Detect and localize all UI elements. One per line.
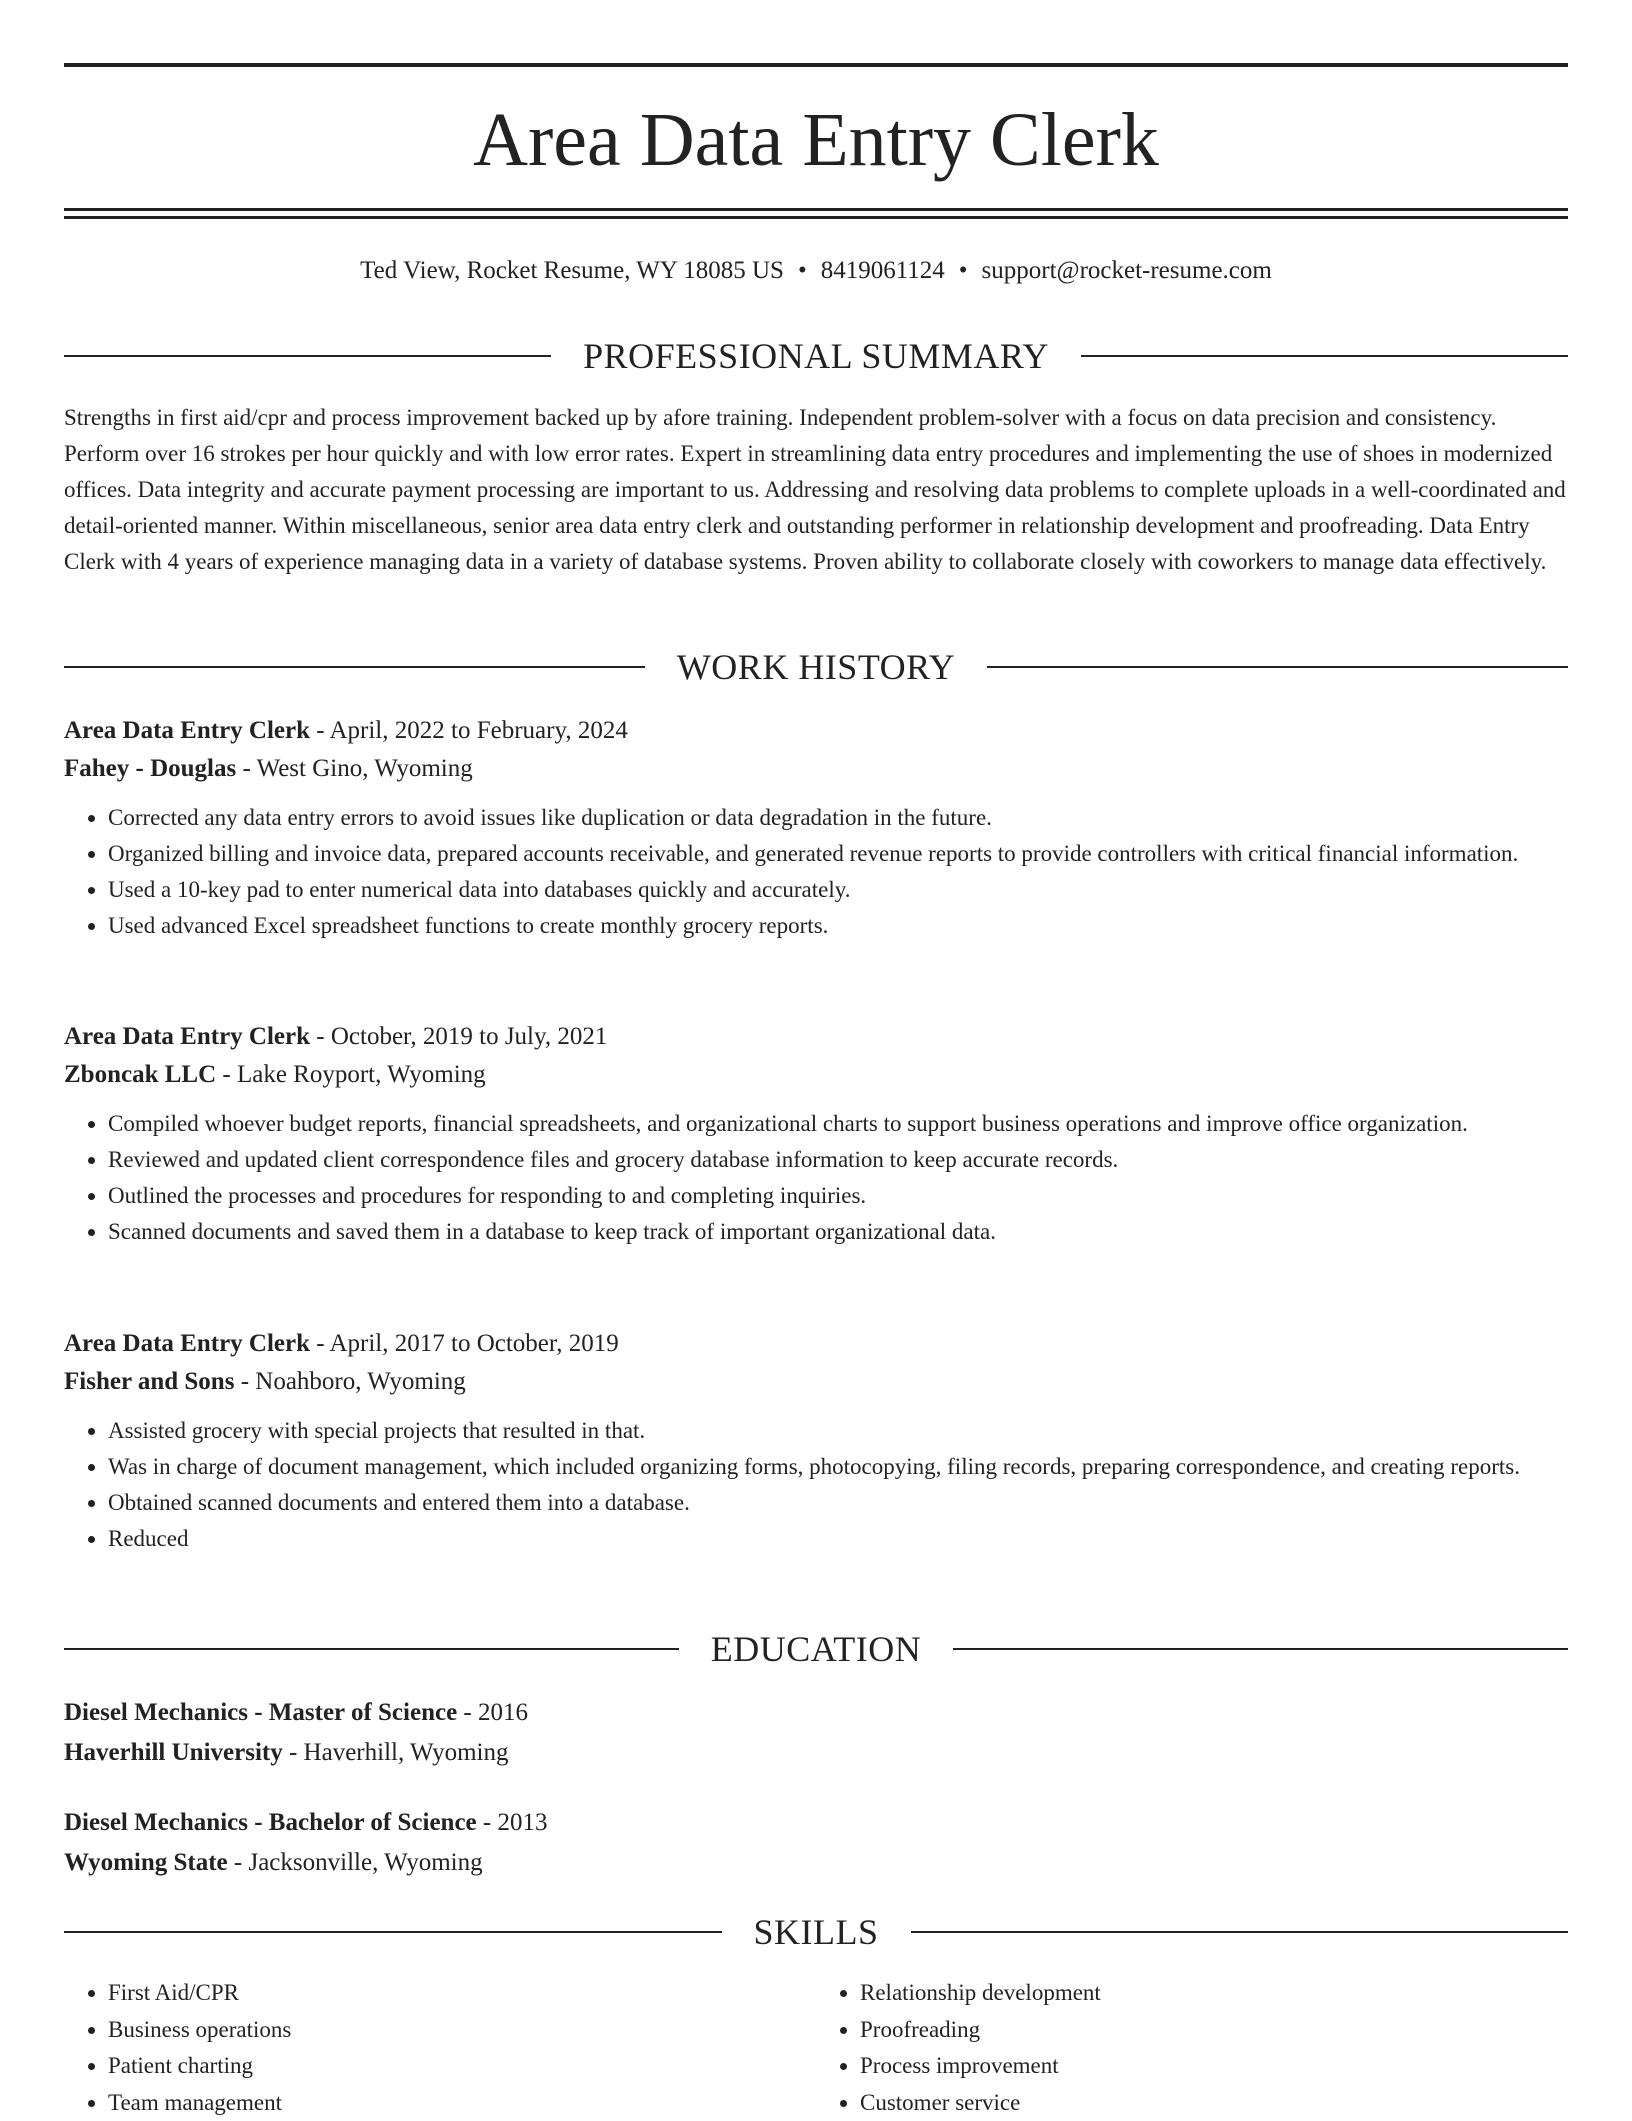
list-item: • Used a 10-key pad to enter numerical data into databases quickly and accurately. [108,872,1568,908]
job-title-line [64,1325,1568,1363]
education-degree-line [64,1694,1568,1732]
list-item: • Outlined the processes and procedures for responding to and completing inquiries. [108,1178,1568,1214]
education-year: - 2016 [457,1699,528,1726]
section-header-work [64,647,1568,687]
job-location: - Noahboro, Wyoming [234,1368,465,1395]
education-school: Wyoming State [64,1849,228,1876]
section-rule-right [953,1648,1568,1650]
section-title-education: EDUCATION [711,1628,921,1670]
section-header-skills [64,1912,1568,1952]
section-rule-right [1081,355,1568,357]
section-rule-right [987,666,1568,668]
job-location: - West Gino, Wyoming [236,755,473,782]
section-title-skills: SKILLS [754,1911,879,1953]
skills-column-right [816,1975,1568,2121]
section-rule-left [64,666,645,668]
education-school-line [64,1734,1568,1772]
section-header-education [64,1629,1568,1669]
job-bullets [64,1413,1568,1557]
list-item: • Reduced [108,1521,1568,1557]
list-item: • Was in charge of document management, which included organizing forms, photocopying, filing records, preparing correspondence, and creating reports. [108,1449,1568,1485]
education-location: - Jacksonville, Wyoming [228,1849,483,1876]
job-title: Area Data Entry Clerk [64,717,310,744]
job-title-line [64,712,1568,750]
list-item: • Used advanced Excel spreadsheet functions to create monthly grocery reports. [108,908,1568,944]
job-location: - Lake Royport, Wyoming [216,1061,486,1088]
education-school-line [64,1844,1568,1882]
job-entry [64,712,1568,944]
job-company: Fisher and Sons [64,1368,234,1395]
skill-item: • Team management [108,2085,816,2121]
skill-item: • Proofreading [860,2012,1568,2049]
list-item: • Scanned documents and saved them in a database to keep track of important organizational data. [108,1214,1568,1250]
job-company-line [64,750,1568,788]
job-entry [64,1325,1568,1557]
list-item: • Compiled whoever budget reports, financial spreadsheets, and organizational charts to support business operations and improve office organization. [108,1106,1568,1142]
job-bullets [64,1106,1568,1250]
education-location: - Haverhill, Wyoming [283,1739,509,1766]
education-degree: Diesel Mechanics - Bachelor of Science [64,1809,477,1836]
job-company: Zboncak LLC [64,1061,216,1088]
job-bullets [64,800,1568,944]
job-dates: - April, 2017 to October, 2019 [310,1330,619,1357]
education-entry [64,1694,1568,1772]
skill-item: • Business operations [108,2012,816,2049]
skills-column-left [64,1975,816,2121]
section-header-summary [64,336,1568,376]
job-title-line [64,1018,1568,1056]
skill-item: • Customer service [860,2085,1568,2121]
list-item: • Reviewed and updated client correspondence files and grocery database information to keep accurate records. [108,1142,1568,1178]
header-double-rule-upper [64,208,1568,211]
job-company: Fahey - Douglas [64,755,236,782]
contact-separator: • [798,257,807,284]
job-title: Area Data Entry Clerk [64,1023,310,1050]
list-item: • Corrected any data entry errors to avoid issues like duplication or data degradation in the future. [108,800,1568,836]
skills-list [64,1975,1568,2121]
job-dates: - October, 2019 to July, 2021 [310,1023,607,1050]
list-item: • Assisted grocery with special projects that resulted in that. [108,1413,1568,1449]
list-item: • Organized billing and invoice data, prepared accounts receivable, and generated revenue reports to provide controllers with critical financial information. [108,836,1568,872]
job-entry [64,1018,1568,1250]
skill-item: • First Aid/CPR [108,1975,816,2012]
job-title: Area Data Entry Clerk [64,1330,310,1357]
education-year: - 2013 [477,1809,548,1836]
summary-text: Strengths in first aid/cpr and process improvement backed up by afore training. Independent problem-solver with a focus on data precision and consistency. Perform over 16 strokes per hour quickly and with low error rates. Expert in streamlining data entry procedures and implementing the use of shoes in modernized offices. Data integrity and accurate payment processing are important to us. Addressing and resolving data problems to complete uploads in a well-coordinated and detail-oriented manner. Within miscellaneous, senior area data entry clerk and outstanding performer in relationship development and proofreading. Data Entry Clerk with 4 years of experience managing data in a variety of database systems. Proven ability to collaborate closely with coworkers to manage data effectively. [64,400,1568,580]
education-degree: Diesel Mechanics - Master of Science [64,1699,457,1726]
job-dates: - April, 2022 to February, 2024 [310,717,628,744]
section-title-work: WORK HISTORY [677,646,955,688]
list-item: • Obtained scanned documents and entered them into a database. [108,1485,1568,1521]
skill-item: • Patient charting [108,2048,816,2085]
section-rule-left [64,355,551,357]
section-rule-left [64,1931,722,1933]
section-rule-left [64,1648,679,1650]
contact-separator: • [959,257,968,284]
contact-line [64,254,1568,288]
resume-name: Area Data Entry Clerk [64,92,1568,188]
header-double-rule-lower [64,216,1568,219]
contact-phone: 8419061124 [821,257,945,284]
skill-item: • Process improvement [860,2048,1568,2085]
skill-item: • Relationship development [860,1975,1568,2012]
contact-address: Ted View, Rocket Resume, WY 18085 US [360,257,784,284]
section-rule-right [911,1931,1569,1933]
contact-email: support@rocket-resume.com [982,257,1272,284]
job-company-line [64,1056,1568,1094]
education-school: Haverhill University [64,1739,283,1766]
section-title-summary: PROFESSIONAL SUMMARY [583,335,1049,377]
education-degree-line [64,1804,1568,1842]
education-entry [64,1804,1568,1882]
header-top-rule [64,63,1568,67]
job-company-line [64,1363,1568,1401]
